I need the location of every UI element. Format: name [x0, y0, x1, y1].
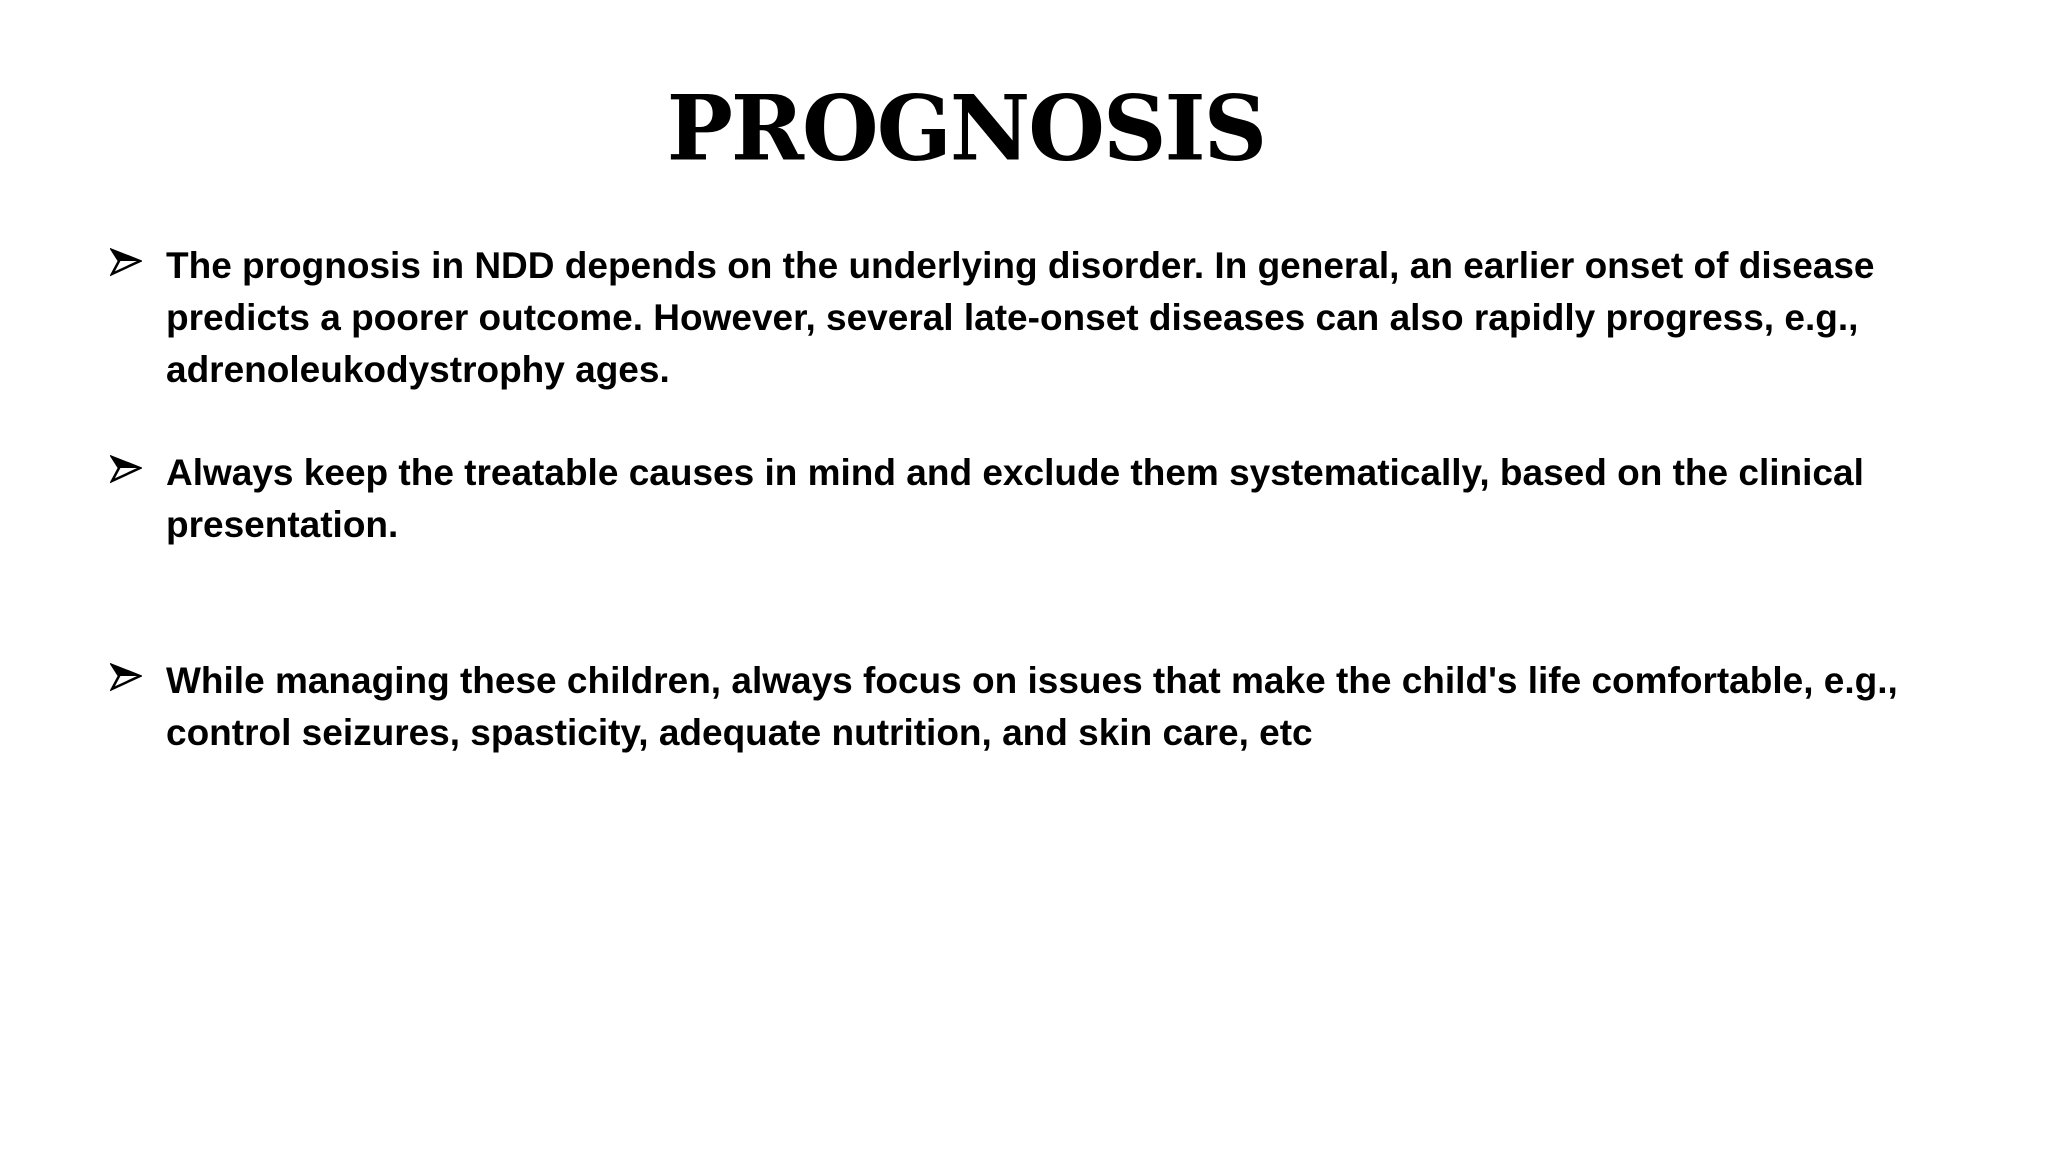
- bullet-text: While managing these children, always focus on issues that make the child's life comfortable, e.g., control seizures, spasticity, adequate nutrition, and skin care, etc: [166, 660, 1898, 753]
- bullet-text: The prognosis in NDD depends on the underlying disorder. In general, an earlier onset of disease predicts a poorer outcome. However, several late-onset diseases can also rapidly progress, e.g., adrenoleukodystrophy ages.: [166, 245, 1875, 390]
- bullet-text: Always keep the treatable causes in mind and exclude them systematically, based on the clinical presentation.: [166, 452, 1864, 545]
- arrowhead-bullet-icon: [110, 453, 142, 485]
- arrowhead-bullet-icon: [110, 661, 142, 693]
- arrowhead-bullet-icon: [110, 246, 142, 278]
- slide-title: PROGNOSIS: [666, 74, 1266, 182]
